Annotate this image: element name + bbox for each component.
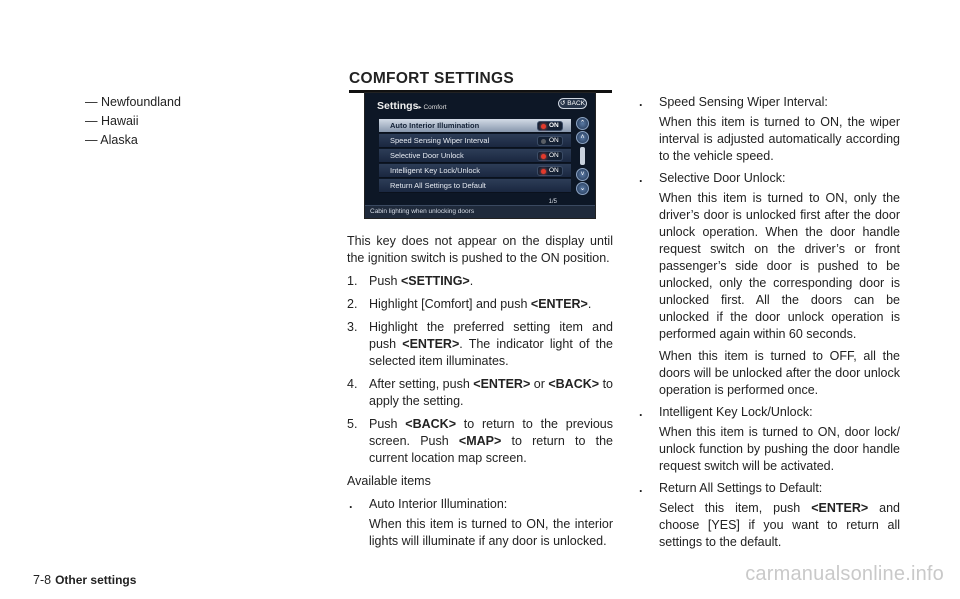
page-up-icon: ⌃ [576,117,589,130]
scroll-down-icon: ˅ [576,168,589,181]
bullet-description: Select this item, push <ENTER> and choose [YES] if you want to return all settings to the default. [659,501,900,549]
bullet-item: . Speed Sensing Wiper Interval: [639,95,828,109]
screen-item-selective-door-unlock: Selective Door Unlock ON [379,149,571,163]
page-down-icon: ⌄ [576,182,589,195]
bullet-item: . Return All Settings to Default: [639,481,823,495]
screen-item-auto-interior-illumination: Auto Interior Illumination ON [379,119,571,133]
list-item: — Newfoundland [85,95,181,109]
list-item: — Alaska [85,133,138,147]
screen-item-intelligent-key: Intelligent Key Lock/Unlock ON [379,164,571,178]
indicator-lamp-icon [541,124,546,129]
step-1: 1. Push <SETTING>. [347,274,474,288]
bullet-icon: . [639,481,643,495]
bullet-description: When this item is turned to ON, only the driver’s door is unlocked first after the door unlock operation. When the door handle request switch on the driver’s or front passenger’s side door is pushed to be unlocked, only the corresponding door is unlocked first. All the doors can be unlocked if the door unlock operation is performed again within 60 seconds. [659,191,900,341]
step-3: 3. Highlight the preferred setting item and push <ENTER>. The indicator light of the selected item illuminates. [347,320,613,368]
indicator-on: ON [537,166,563,176]
scroll-up-icon: ˄ [576,131,589,144]
step-5: 5. Push <BACK> to return to the previous screen. Push <MAP> to return to the current location map screen. [347,417,614,465]
section-title: COMFORT SETTINGS [349,70,514,87]
screen-breadcrumb: ▸ Comfort [418,104,447,111]
screen-settings-list [379,119,571,194]
bullet-icon: . [349,497,353,511]
scrollbar-thumb [580,147,585,165]
bullet-description: When this item is turned to ON, the interior lights will illuminate if any door is unlocked. [369,517,613,548]
step-2: 2. Highlight [Comfort] and push <ENTER>. [347,297,592,311]
bullet-description: When this item is turned to ON, door lock/ unlock function by pushing the door handle request switch will be activated. [659,425,900,473]
step-4: 4. After setting, push <ENTER> or <BACK> to apply the setting. [347,377,613,408]
screen-item-return-defaults: Return All Settings to Default [379,179,571,193]
bullet-icon: . [639,95,643,109]
bullet-description: When this item is turned to OFF, all the doors will be unlocked after the door unlock operation is performed once. [659,349,900,397]
middle-column [347,233,613,555]
bullet-item: . Auto Interior Illumination: [349,497,508,511]
list-item: — Hawaii [85,114,139,128]
section-header [349,70,612,93]
intro-paragraph: This key does not appear on the display until the ignition switch is pushed to the ON position. [347,234,613,265]
bullet-item: . Selective Door Unlock: [639,171,786,185]
indicator-lamp-icon [541,169,546,174]
screen-back-button: ↺ BACK [558,98,587,109]
bullet-icon: . [639,171,643,185]
indicator-lamp-icon [541,139,546,144]
bullet-icon: . [639,405,643,419]
indicator-on: ON [537,121,563,131]
available-items-label: Available items [347,474,431,488]
screen-item-speed-sensing-wiper: Speed Sensing Wiper Interval ON [379,134,571,148]
page-number: 7-8 [33,573,52,587]
indicator-on: ON [537,151,563,161]
screen-status-bar: Cabin lighting when unlocking doors [365,205,595,218]
right-column [637,94,900,556]
screen-page-indicator: 1/5 [548,199,557,205]
watermark: carmanualsonline.info [745,563,944,585]
left-column [85,94,325,151]
screen-scroll-controls [574,117,591,197]
page-footer [33,572,136,589]
footer-label: Other settings [55,573,137,587]
back-arrow-icon: ↺ [560,100,566,107]
settings-screen-figure [364,92,596,219]
indicator-lamp-icon [541,154,546,159]
indicator-on: ON [537,136,563,146]
bullet-item: . Intelligent Key Lock/Unlock: [639,405,813,419]
screen-title: Settings▸ Comfort [377,100,447,112]
bullet-description: When this item is turned to ON, the wiper interval is adjusted automatically according to the vehicle speed. [659,115,900,163]
